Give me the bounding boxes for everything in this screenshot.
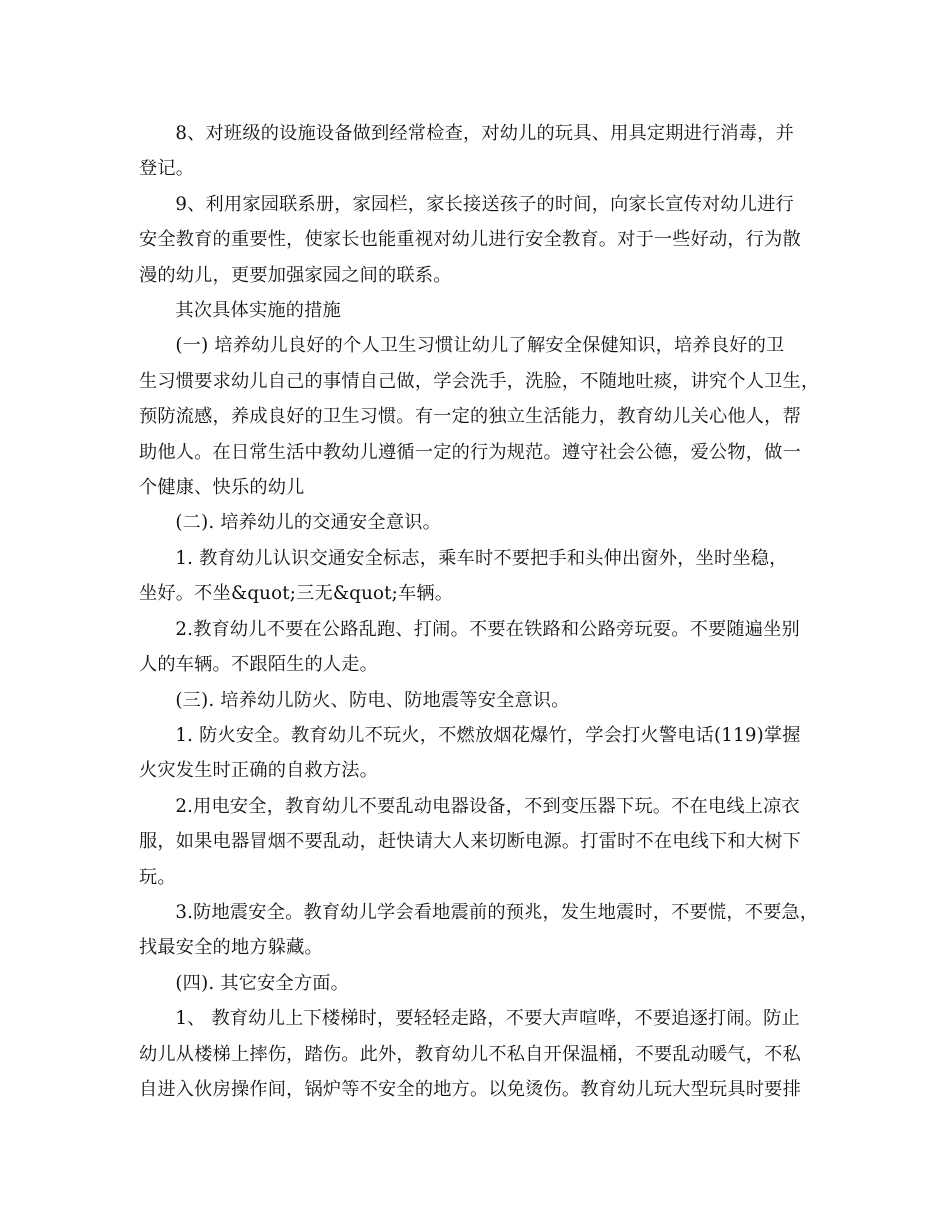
paragraph-line: 漫的幼儿，更要加强家园之间的联系。 xyxy=(139,264,452,286)
paragraph-earthquake-safety xyxy=(139,895,819,966)
paragraph-line: (三). 培养幼儿防火、防电、防地震等安全意识。 xyxy=(175,689,570,711)
paragraph-line: 2.用电安全，教育幼儿不要乱动电器设备，不到变压器下玩。不在电线上凉衣 xyxy=(175,795,800,817)
paragraph-line: 9、利用家园联系册，家园栏，家长接送孩子的时间，向家长宣传对幼儿进行 xyxy=(175,193,794,215)
paragraph-line: 1. 防火安全。教育幼儿不玩火，不燃放烟花爆竹，学会打火警电话(119)掌握 xyxy=(175,724,801,746)
paragraph-line: 个健康、快乐的幼儿 xyxy=(139,477,305,499)
paragraph-9 xyxy=(139,187,815,293)
paragraph-line: 1. 教育幼儿认识交通安全标志，乘车时不要把手和头伸出窗外，坐时坐稳， xyxy=(175,547,788,569)
paragraph-8 xyxy=(139,116,815,187)
paragraph-traffic-1 xyxy=(139,541,815,612)
paragraph-line: 服，如果电器冒烟不要乱动，赶快请大人来切断电源。打雷时不在电线下和大树下 xyxy=(139,831,801,853)
paragraph-line: 1、 教育幼儿上下楼梯时，要轻轻走路，不要大声喧哗，不要追逐打闹。防止 xyxy=(175,1008,800,1030)
paragraph-line: 坐好。不坐&quot;三无&quot;车辆。 xyxy=(139,583,454,605)
paragraph-line: (二). 培养幼儿的交通安全意识。 xyxy=(175,512,441,534)
paragraph-line: 其次具体实施的措施 xyxy=(175,300,341,322)
paragraph-line: 2.教育幼儿不要在公路乱跑、打闹。不要在铁路和公路旁玩耍。不要随遍坐别 xyxy=(175,618,800,640)
paragraph-line: 安全教育的重要性，使家长也能重视对幼儿进行安全教育。对于一些好动，行为散 xyxy=(139,229,801,251)
paragraph-line: (四). 其它安全方面。 xyxy=(175,972,350,994)
section-heading-measures xyxy=(139,293,815,328)
paragraph-hygiene xyxy=(139,328,820,505)
paragraph-line: (一) 培养幼儿良好的个人卫生习惯让幼儿了解安全保健知识，培养良好的卫 xyxy=(175,335,785,357)
section-heading-traffic xyxy=(139,505,815,540)
section-heading-fire-electric-quake xyxy=(139,683,815,718)
paragraph-line: 自进入伙房操作间，锅炉等不安全的地方。以免烫伤。教育幼儿玩大型玩具时要排 xyxy=(139,1078,801,1100)
paragraph-electric-safety xyxy=(139,789,815,895)
document-body xyxy=(139,116,820,1107)
paragraph-line: 人的车辆。不跟陌生的人走。 xyxy=(139,654,379,676)
paragraph-line: 幼儿从楼梯上摔伤，踏伤。此外，教育幼儿不私自开保温桶，不要乱动暖气，不私 xyxy=(139,1043,801,1065)
paragraph-stairs-safety xyxy=(139,1001,815,1107)
paragraph-line: 助他人。在日常生活中教幼儿遵循一定的行为规范。遵守社会公德，爱公物，做一 xyxy=(139,441,801,463)
paragraph-fire-safety xyxy=(139,718,815,789)
paragraph-line: 8、对班级的设施设备做到经常检查，对幼儿的玩具、用具定期进行消毒，并 xyxy=(175,123,794,144)
paragraph-line: 预防流感，养成良好的卫生习惯。有一定的独立生活能力，教育幼儿关心他人，帮 xyxy=(139,406,801,428)
paragraph-line: 玩。 xyxy=(139,866,176,888)
paragraph-traffic-2 xyxy=(139,612,815,683)
paragraph-line: 登记。 xyxy=(139,158,195,180)
paragraph-line: 生习惯要求幼儿自己的事情自己做，学会洗手，洗脸，不随地吐痰，讲究个人卫生， xyxy=(139,370,820,392)
section-heading-other-safety xyxy=(139,966,815,1001)
paragraph-line: 找最安全的地方躲藏。 xyxy=(139,937,323,959)
paragraph-line: 3.防地震安全。教育幼儿学会看地震前的预兆，发生地震时，不要慌，不要急， xyxy=(175,901,819,923)
paragraph-line: 火灾发生时正确的自救方法。 xyxy=(139,760,379,782)
